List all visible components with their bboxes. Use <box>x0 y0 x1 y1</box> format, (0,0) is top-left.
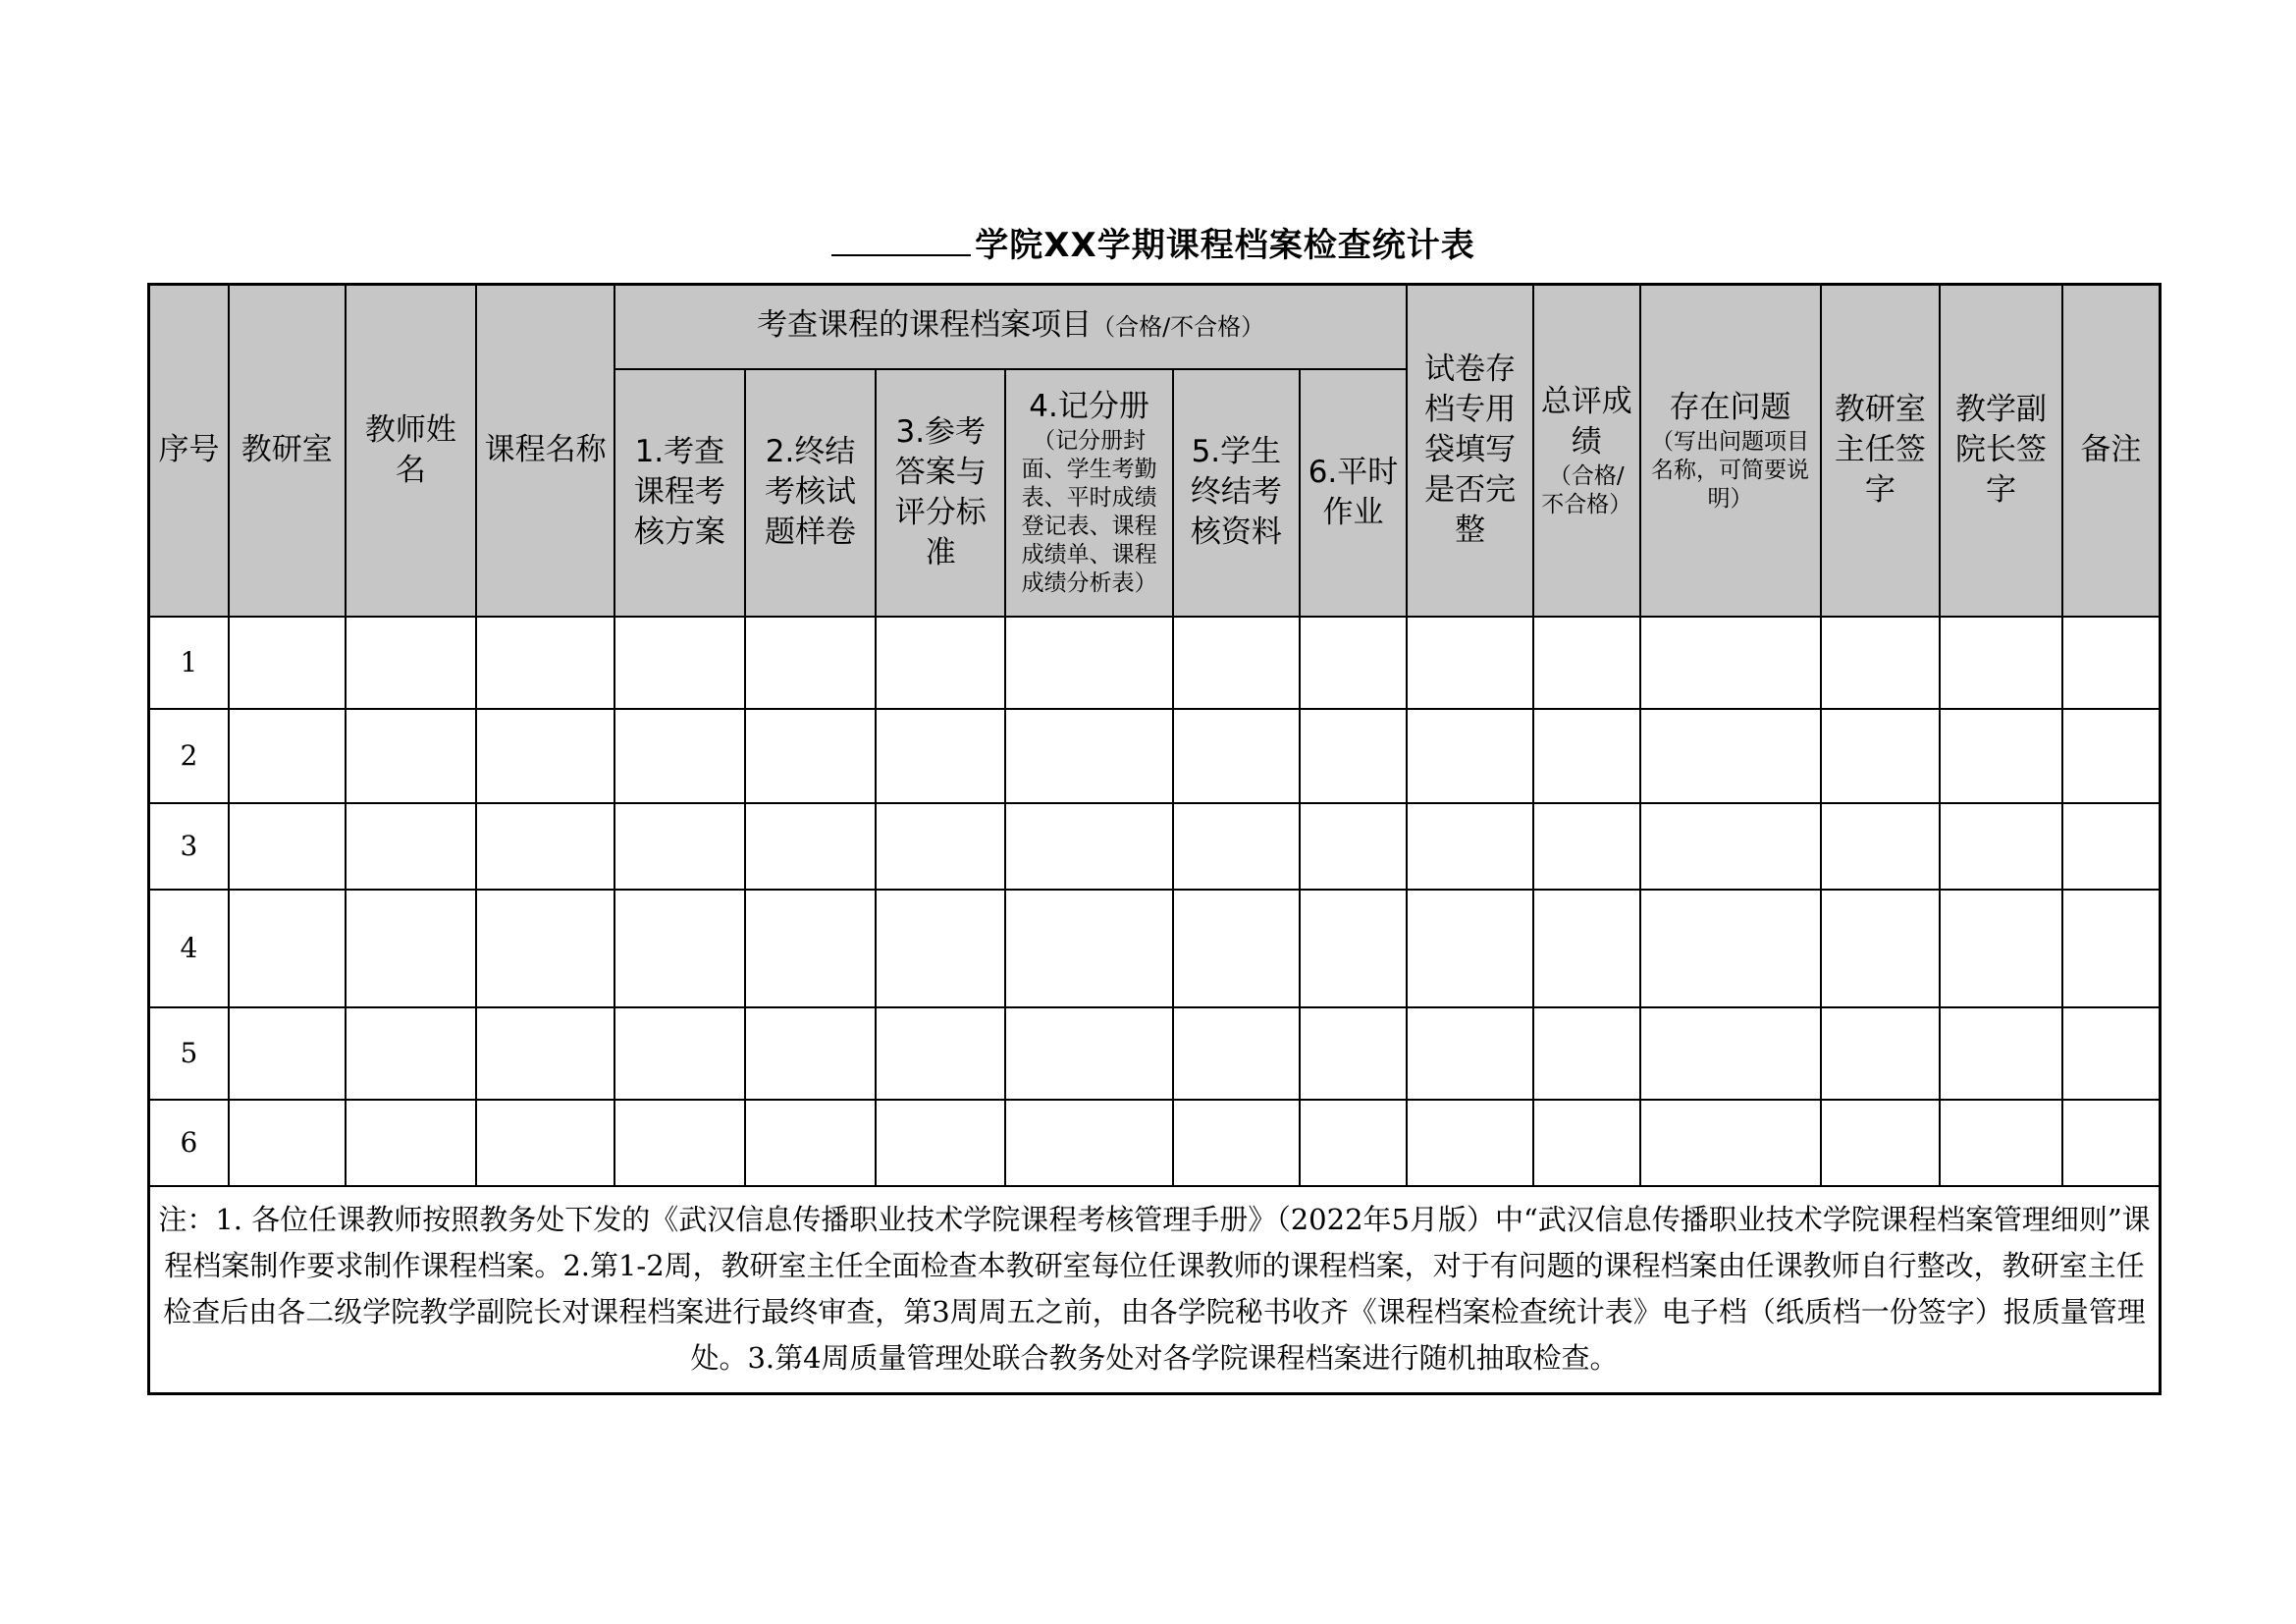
cell-director-sign[interactable] <box>1821 803 1941 890</box>
table-row <box>149 1007 2161 1100</box>
cell-director-sign[interactable] <box>1821 709 1941 803</box>
cell-archive-bag[interactable] <box>1407 890 1533 1007</box>
cell-course[interactable] <box>476 803 614 890</box>
header-seq: 序号 <box>149 285 229 617</box>
cell-item-3[interactable] <box>876 803 1005 890</box>
row-number: 5 <box>149 1007 229 1100</box>
cell-item-2[interactable] <box>745 803 877 890</box>
cell-item-1[interactable] <box>614 617 745 709</box>
cell-item-6[interactable] <box>1300 890 1408 1007</box>
cell-item-1[interactable] <box>614 1100 745 1186</box>
cell-archive-bag[interactable] <box>1407 1007 1533 1100</box>
header-group-note: （合格/不合格） <box>1092 313 1265 342</box>
cell-office[interactable] <box>229 803 346 890</box>
cell-item-5[interactable] <box>1173 1100 1300 1186</box>
cell-office[interactable] <box>229 709 346 803</box>
cell-item-4[interactable] <box>1005 1100 1173 1186</box>
header-course: 课程名称 <box>476 285 614 617</box>
cell-director-sign[interactable] <box>1821 1100 1941 1186</box>
cell-teacher[interactable] <box>346 617 477 709</box>
cell-issues[interactable] <box>1640 709 1821 803</box>
cell-item-5[interactable] <box>1173 709 1300 803</box>
header-director-sign: 教研室主任签字 <box>1821 285 1941 617</box>
header-issues-note: （写出问题项目名称，可简要说明） <box>1651 428 1810 512</box>
cell-teacher[interactable] <box>346 803 477 890</box>
cell-item-2[interactable] <box>745 709 877 803</box>
cell-dean-sign[interactable] <box>1940 617 2062 709</box>
header-item-5: 5.学生终结考核资料 <box>1173 369 1300 617</box>
row-number: 4 <box>149 890 229 1007</box>
cell-archive-bag[interactable] <box>1407 1100 1533 1186</box>
table-row <box>149 890 2161 1007</box>
cell-remarks[interactable] <box>2062 803 2161 890</box>
cell-remarks[interactable] <box>2062 890 2161 1007</box>
header-item-2: 2.终结考核试题样卷 <box>745 369 877 617</box>
cell-issues[interactable] <box>1640 1100 1821 1186</box>
cell-overall-grade[interactable] <box>1533 1007 1640 1100</box>
header-archive-bag: 试卷存档专用袋填写是否完整 <box>1407 285 1533 617</box>
cell-item-1[interactable] <box>614 890 745 1007</box>
cell-remarks[interactable] <box>2062 1100 2161 1186</box>
cell-item-3[interactable] <box>876 1100 1005 1186</box>
cell-teacher[interactable] <box>346 1007 477 1100</box>
cell-course[interactable] <box>476 1007 614 1100</box>
cell-issues[interactable] <box>1640 890 1821 1007</box>
cell-item-3[interactable] <box>876 617 1005 709</box>
page-title <box>147 218 2160 266</box>
cell-dean-sign[interactable] <box>1940 803 2062 890</box>
row-number: 2 <box>149 709 229 803</box>
cell-office[interactable] <box>229 617 346 709</box>
cell-item-2[interactable] <box>745 1007 877 1100</box>
cell-item-4[interactable] <box>1005 1007 1173 1100</box>
header-office: 教研室 <box>229 285 346 617</box>
cell-issues[interactable] <box>1640 803 1821 890</box>
cell-item-4[interactable] <box>1005 890 1173 1007</box>
cell-item-6[interactable] <box>1300 1007 1408 1100</box>
cell-item-6[interactable] <box>1300 1100 1408 1186</box>
cell-archive-bag[interactable] <box>1407 709 1533 803</box>
cell-item-6[interactable] <box>1300 709 1408 803</box>
header-item-4-title: 4.记分册 <box>1029 389 1149 424</box>
header-item-1: 1.考查课程考核方案 <box>614 369 745 617</box>
cell-overall-grade[interactable] <box>1533 617 1640 709</box>
header-teacher: 教师姓名 <box>346 285 477 617</box>
row-number: 3 <box>149 803 229 890</box>
cell-office[interactable] <box>229 1100 346 1186</box>
cell-overall-grade[interactable] <box>1533 1100 1640 1186</box>
cell-overall-grade[interactable] <box>1533 890 1640 1007</box>
header-issues <box>1640 285 1821 617</box>
cell-dean-sign[interactable] <box>1940 1007 2062 1100</box>
cell-item-2[interactable] <box>745 1100 877 1186</box>
cell-overall-grade[interactable] <box>1533 803 1640 890</box>
cell-teacher[interactable] <box>346 890 477 1007</box>
footnote: 注：1. 各位任课教师按照教务处下发的《武汉信息传播职业技术学院课程考核管理手册》（2022年5月版）中“武汉信息传播职业技术学院课程档案管理细则”课程档案制作要求制作课程档案。2.第1-2周，教研室主任全面检查本教研室每位任课教师的课程档案，对于有问题的课程档案由任课教师自行整改，教研室主任检查后由各二级学院教学副院长对课程档案进行最终审查，第3周周五之前，由各学院秘书收齐《课程档案检查统计表》电子档（纸质档一份签字）报质量管理处。3.第4周质量管理处联合教务处对各学院课程档案进行随机抽取检查。 <box>149 1186 2161 1394</box>
title-blank-line[interactable] <box>831 225 971 256</box>
cell-item-3[interactable] <box>876 709 1005 803</box>
cell-dean-sign[interactable] <box>1940 890 2062 1007</box>
row-number: 1 <box>149 617 229 709</box>
header-overall-note: （合格/不合格） <box>1541 462 1632 517</box>
cell-dean-sign[interactable] <box>1940 1100 2062 1186</box>
row-number: 6 <box>149 1100 229 1186</box>
cell-item-3[interactable] <box>876 890 1005 1007</box>
cell-item-6[interactable] <box>1300 617 1408 709</box>
cell-course[interactable] <box>476 1100 614 1186</box>
header-item-4-note: （记分册封面、学生考勤表、平时成绩登记表、课程成绩单、课程成绩分析表） <box>1021 428 1157 596</box>
cell-item-4[interactable] <box>1005 617 1173 709</box>
cell-dean-sign[interactable] <box>1940 709 2062 803</box>
cell-remarks[interactable] <box>2062 1007 2161 1100</box>
cell-item-5[interactable] <box>1173 1007 1300 1100</box>
cell-item-3[interactable] <box>876 1007 1005 1100</box>
cell-item-6[interactable] <box>1300 803 1408 890</box>
cell-course[interactable] <box>476 617 614 709</box>
cell-item-1[interactable] <box>614 1007 745 1100</box>
header-dean-sign: 教学副院长签字 <box>1940 285 2062 617</box>
header-overall-grade <box>1533 285 1640 617</box>
cell-item-4[interactable] <box>1005 709 1173 803</box>
cell-remarks[interactable] <box>2062 617 2161 709</box>
header-item-6: 6.平时作业 <box>1300 369 1408 617</box>
note-row <box>149 1186 2161 1394</box>
title-text: 学院XX学期课程档案检查统计表 <box>975 226 1475 265</box>
cell-archive-bag[interactable] <box>1407 617 1533 709</box>
cell-issues[interactable] <box>1640 617 1821 709</box>
cell-director-sign[interactable] <box>1821 617 1941 709</box>
cell-item-1[interactable] <box>614 803 745 890</box>
header-overall-title: 总评成绩 <box>1540 383 1632 460</box>
header-group-title: 考查课程的课程档案项目 <box>757 307 1093 344</box>
header-item-3: 3.参考答案与评分标准 <box>876 369 1005 617</box>
cell-remarks[interactable] <box>2062 709 2161 803</box>
table-row <box>149 1100 2161 1186</box>
cell-item-5[interactable] <box>1173 890 1300 1007</box>
cell-office[interactable] <box>229 1007 346 1100</box>
cell-director-sign[interactable] <box>1821 1007 1941 1100</box>
table-row <box>149 617 2161 709</box>
cell-archive-bag[interactable] <box>1407 803 1533 890</box>
header-archive-items-group <box>614 285 1407 369</box>
cell-teacher[interactable] <box>346 1100 477 1186</box>
header-issues-title: 存在问题 <box>1669 389 1791 425</box>
cell-item-4[interactable] <box>1005 803 1173 890</box>
cell-overall-grade[interactable] <box>1533 709 1640 803</box>
table-row <box>149 709 2161 803</box>
cell-item-5[interactable] <box>1173 617 1300 709</box>
cell-issues[interactable] <box>1640 1007 1821 1100</box>
cell-director-sign[interactable] <box>1821 890 1941 1007</box>
cell-teacher[interactable] <box>346 709 477 803</box>
cell-course[interactable] <box>476 890 614 1007</box>
cell-item-2[interactable] <box>745 890 877 1007</box>
cell-item-2[interactable] <box>745 617 877 709</box>
cell-course[interactable] <box>476 709 614 803</box>
cell-item-1[interactable] <box>614 709 745 803</box>
header-remarks: 备注 <box>2062 285 2161 617</box>
cell-office[interactable] <box>229 890 346 1007</box>
cell-item-5[interactable] <box>1173 803 1300 890</box>
table-row <box>149 803 2161 890</box>
inspection-table <box>147 283 2162 1395</box>
header-item-4 <box>1005 369 1173 617</box>
